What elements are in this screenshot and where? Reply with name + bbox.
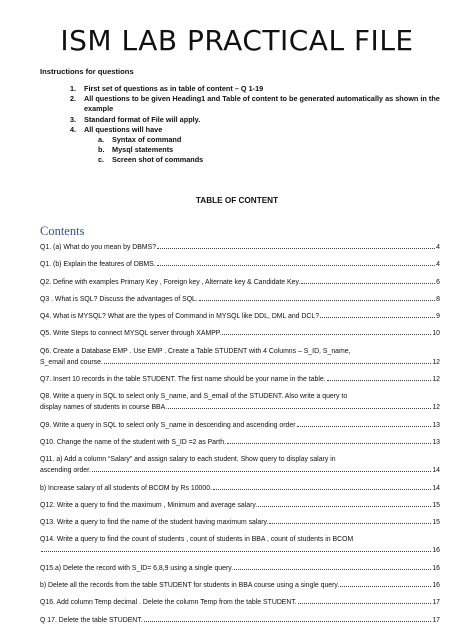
toc-page-number: 9 [436, 313, 440, 321]
toc-entry-row [40, 294, 440, 305]
toc-leader-dots [222, 334, 431, 335]
toc-page-number: 12 [432, 358, 440, 366]
toc-entry-text: Q2. Define with examples Primary Key , Foreign key , Alternate key & Candidate Key. [40, 278, 301, 286]
toc-entry[interactable] [40, 311, 440, 322]
toc-entry-first-line: Q8. Write a query in SQL to select only S_name, and S_email of the STUDENT. Also write a query to [40, 393, 348, 401]
toc-entry-text: Q16. Add column Temp decimal . Delete the column Temp from the table STUDENT. [40, 599, 297, 607]
toc-page-number: 14 [432, 467, 440, 475]
toc-page-number: 16 [432, 547, 440, 555]
instruction-text: Standard format of File will apply. [84, 114, 201, 124]
toc-entry-row [40, 328, 440, 339]
toc-entry[interactable] [40, 483, 440, 494]
instruction-subitem [40, 145, 440, 155]
instruction-subitem [40, 135, 440, 145]
toc-entry-row [40, 597, 440, 608]
toc-leader-dots [41, 551, 431, 552]
instruction-number: 3. [70, 114, 77, 124]
toc-entry[interactable] [40, 597, 440, 608]
toc-page-number: 6 [436, 278, 440, 286]
toc-entry[interactable] [40, 437, 440, 448]
toc-entry-text: Q12. Write a query to find the maximum , Minimum and average salary. [40, 501, 258, 509]
toc-entry-row [40, 357, 440, 368]
instruction-text: All questions will have [84, 124, 163, 134]
toc-leader-dots [157, 248, 435, 249]
toc-page-number: 13 [432, 438, 440, 446]
instruction-subitem [40, 155, 440, 165]
toc-entry[interactable] [40, 294, 440, 305]
toc-leader-dots [227, 443, 431, 444]
subitem-text: Mysql statements [112, 145, 174, 155]
toc-entry-row [40, 563, 440, 574]
toc-entry-row [40, 500, 440, 511]
toc-entry-text: Q3 . What is SQL? Discuss the advantages of SQL. [40, 295, 198, 303]
toc-entry-row [40, 242, 440, 253]
toc-entry-row [40, 483, 440, 494]
toc-page-number: 12 [432, 404, 440, 412]
toc-leader-dots [340, 586, 431, 587]
toc-leader-dots [301, 283, 435, 284]
toc-leader-dots [234, 569, 431, 570]
toc-entry-text: b) Increase salary of all students of BCOM by Rs 10000. [40, 484, 212, 492]
toc-page-number: 17 [432, 599, 440, 607]
toc-page-number: 4 [436, 261, 440, 269]
toc-leader-dots [144, 621, 432, 622]
instruction-text: All questions to be given Heading1 and Table of content to be generated automatically as shown in the example [84, 94, 440, 114]
toc-page-number: 16 [432, 582, 440, 590]
toc-entry-row [40, 259, 440, 270]
instruction-item [40, 94, 440, 114]
toc-entry-first-line: Q14. Write a query to find the count of students , count of students in BBA , count of students in BCOM [40, 536, 354, 544]
toc-entry-row [40, 545, 440, 556]
instruction-text: First set of questions as in table of content – Q 1-19 [84, 84, 264, 93]
toc-entry-first-line: Q11. a) Add a column “Salary” and assign salary to each student. Show query to display salary in [40, 456, 336, 464]
toc-entry-row [40, 374, 440, 385]
toc-entry[interactable] [40, 242, 440, 253]
toc-entry[interactable] [40, 259, 440, 270]
toc-entry-text: ascending order. [40, 467, 91, 475]
toc-entry-row [40, 465, 440, 476]
toc-entry[interactable] [40, 563, 440, 574]
toc-page-number: 15 [432, 501, 440, 509]
toc-leader-dots [297, 426, 432, 427]
toc-entry-row [40, 420, 440, 431]
toc-leader-dots [104, 363, 432, 364]
toc-entry-text: Q15.a) Delete the record with S_ID= 6,8,9 using a single query. [40, 564, 234, 572]
instruction-number: 4. [70, 124, 77, 134]
toc-leader-dots [258, 506, 431, 507]
instruction-item [40, 84, 440, 94]
toc-page-number: 13 [432, 421, 440, 429]
toc-entry[interactable] [40, 420, 440, 431]
toc-leader-dots [199, 300, 435, 301]
subitem-letter: b. [98, 145, 105, 155]
toc-entry-text: Q5. Write Steps to connect MYSQL server through XAMPP. [40, 330, 222, 338]
toc-entry[interactable] [40, 346, 440, 368]
contents-heading: Contents [40, 224, 85, 238]
toc-entry-text: display names of students in course BBA. [40, 404, 168, 412]
toc-entry-text: Q4. What is MYSQL? What are the types of Command in MYSQL like DDL, DML and DCL? [40, 313, 320, 321]
toc-entry-row [40, 615, 440, 626]
toc-entry[interactable] [40, 391, 440, 413]
toc-entry[interactable] [40, 580, 440, 591]
subitem-text: Syntax of command [112, 135, 182, 145]
toc-entry-row [40, 311, 440, 322]
toc-entry[interactable] [40, 277, 440, 288]
toc-leader-dots [157, 265, 435, 266]
toc-entry-text: Q1. (a) What do you mean by DBMS? [40, 244, 157, 251]
instruction-number: 1. [70, 84, 77, 93]
toc-entry-first-line: Q6. Create a Database EMP . Use EMP . Create a Table STUDENT with 4 Columns – S_ID, S_name, [40, 347, 351, 355]
toc-page-number: 17 [432, 616, 440, 624]
toc-leader-dots [327, 380, 432, 381]
toc-heading: TABLE OF CONTENT [195, 196, 279, 205]
toc-leader-dots [320, 317, 435, 318]
toc-entry-text: Q 17. Delete the table STUDENT. [40, 616, 143, 624]
document-title: ISM LAB PRACTICAL FILE [60, 24, 414, 57]
toc-page-number: 4 [436, 244, 440, 251]
toc-entry-row [40, 580, 440, 591]
toc-page-number: 14 [432, 484, 440, 492]
toc-leader-dots [269, 523, 431, 524]
toc-leader-dots [168, 408, 431, 409]
toc-entry[interactable] [40, 517, 440, 528]
toc-entry-text: Q9. Write a query in SQL to select only S_name in descending and ascending order [40, 421, 296, 429]
toc-entry[interactable] [40, 454, 440, 476]
toc-entry-row [40, 437, 440, 448]
instructions-heading: Instructions for questions [40, 67, 134, 76]
toc-leader-dots [298, 603, 432, 604]
subitem-letter: a. [98, 135, 105, 145]
subitem-text: Screen shot of commands [112, 155, 204, 165]
toc-entry-text: S_email and course. [40, 358, 103, 366]
toc-page-number: 10 [432, 330, 440, 338]
toc-entry-text: Q10. Change the name of the student with S_ID =2 as Parth. [40, 438, 226, 446]
toc-entry-text: Q7. Insert 10 records in the table STUDENT. The first name should be your name in the table. [40, 376, 326, 384]
toc-entry-row [40, 277, 440, 288]
toc-page-number: 16 [432, 564, 440, 572]
toc-entry-row [40, 517, 440, 528]
table-of-contents [40, 242, 440, 632]
toc-page-number: 12 [432, 376, 440, 384]
toc-entry-text: Q13. Write a query to find the name of the student having maximum salary. [40, 519, 269, 527]
toc-entry[interactable] [40, 374, 440, 385]
instructions-list [40, 84, 440, 166]
toc-entry[interactable] [40, 500, 440, 511]
toc-page-number: 15 [432, 519, 440, 527]
toc-page-number: 8 [436, 295, 440, 303]
instruction-number: 2. [70, 94, 77, 104]
subitem-letter: c. [98, 155, 105, 165]
toc-leader-dots [213, 489, 431, 490]
instruction-item [40, 125, 440, 135]
toc-leader-dots [92, 471, 431, 472]
toc-entry[interactable] [40, 615, 440, 626]
toc-entry[interactable] [40, 534, 440, 556]
toc-entry-text: b) Delete all the records from the table STUDENT for students in BBA course using a single query. [40, 582, 340, 590]
toc-entry[interactable] [40, 328, 440, 339]
toc-entry-text: Q1. (b) Explain the features of DBMS. [40, 261, 156, 269]
instruction-item [40, 115, 440, 125]
toc-entry-row [40, 402, 440, 413]
